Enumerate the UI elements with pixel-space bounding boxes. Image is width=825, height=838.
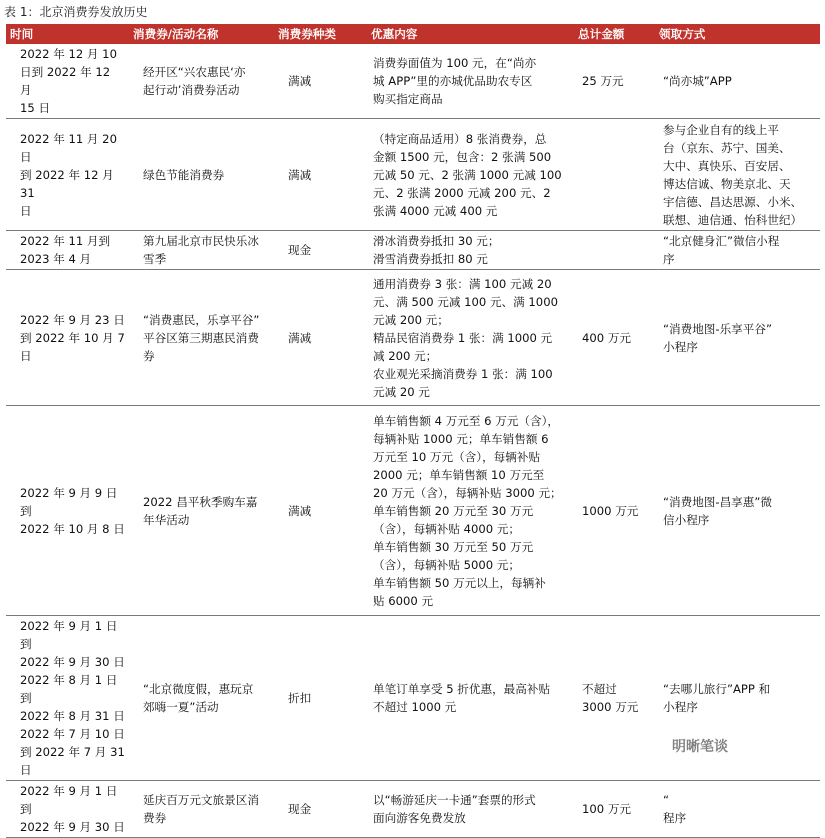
cell-amount: [574, 616, 655, 781]
cell-line: 元减 50 元、2 张满 1000 元减 100: [373, 167, 562, 182]
cell-line: 绿色节能消费券: [143, 167, 225, 182]
cell-line: 2022 年 12 月 10: [20, 47, 117, 61]
cell-time: [6, 44, 129, 119]
cell-line: 2022 年 9 月 9 日到: [20, 485, 118, 518]
cell-line: 2022 年 9 月 1 日到: [20, 784, 118, 816]
cell-line: 日到 2022 年 12 月: [20, 65, 114, 97]
cell-line: （含），每辆补贴 5000 元；: [373, 557, 521, 572]
cell-desc: [367, 406, 574, 616]
cell-line: 日: [20, 203, 32, 218]
cell-name: [129, 781, 274, 838]
cell-line: 费券: [143, 811, 167, 825]
cell-line: 1000 万元: [582, 503, 639, 518]
cell-line: “消费惠民，乐享平谷”: [143, 312, 260, 327]
cell-time: [6, 781, 129, 838]
cell-line: 精品民宿消费券 1 张：满 1000 元: [373, 330, 553, 345]
cell-line: 购买指定商品: [373, 92, 443, 106]
header-type: 消费券种类: [274, 24, 367, 44]
cell-name: [129, 616, 274, 781]
cell-line: 2022 年 9 月 23 日: [20, 312, 125, 327]
cell-time: [6, 406, 129, 616]
cell-desc: [367, 119, 574, 231]
cell-line: 消费券面值为 100 元，在“尚亦: [373, 56, 537, 70]
header-row: [6, 24, 820, 44]
cell-line: 单笔订单享受 5 折优惠，最高补贴: [373, 682, 551, 696]
cell-name: [129, 44, 274, 119]
cell-line: “尚亦城”APP: [663, 74, 732, 88]
cell-line: 100 万元: [582, 802, 632, 816]
cell-name: [129, 270, 274, 406]
table-row: [6, 119, 820, 231]
cell-line: （含），每辆补贴 4000 元；: [373, 521, 521, 536]
cell-line: 台（京东、苏宁、国美、: [663, 140, 791, 155]
consumption-voucher-table: [6, 24, 820, 838]
cell-line: 经开区“兴农惠民‘亦: [143, 65, 246, 79]
cell-line: 单车销售额 50 万元以上，每辆补: [373, 575, 546, 590]
cell-line: 联想、迪信通、怡科世纪）: [663, 212, 803, 227]
cell-line: 元减 200 元；: [373, 312, 449, 327]
cell-desc: [367, 781, 574, 838]
cell-line: 减 200 元；: [373, 348, 438, 363]
cell-line: 2022 年 9 月 30 日: [20, 820, 125, 834]
cell-time: [6, 270, 129, 406]
cell-line: 2000 元；单车销售额 10 万元至: [373, 467, 545, 482]
cell-name: [129, 119, 274, 231]
cell-line: 20 万元（含），每辆补贴 3000 元；: [373, 485, 562, 500]
cell-type: 满减: [274, 406, 367, 616]
cell-way: [655, 270, 820, 406]
cell-line: 到 2022 年 7 月 31: [20, 745, 125, 759]
cell-line: 2022 年 11 月 20 日: [20, 131, 121, 164]
cell-time: [6, 616, 129, 781]
header-amount: 总计金额: [574, 24, 655, 44]
table-caption: 表 1：北京消费券发放历史: [4, 5, 148, 19]
cell-line: 不超过 1000 元: [373, 700, 457, 714]
cell-type: 现金: [274, 781, 367, 838]
cell-line: 2022 年 8 月 1 日到: [20, 673, 118, 705]
cell-line: 参与企业自有的线上平: [663, 122, 779, 137]
header-time: 时间: [6, 24, 129, 44]
cell-line: 每辆补贴 1000 元；单车销售额 6: [373, 431, 549, 446]
cell-line: 2022 年 8 月 31 日: [20, 709, 125, 723]
cell-amount: [574, 270, 655, 406]
cell-line: 延庆百万元文旅景区消: [143, 793, 259, 807]
table-row: [6, 231, 820, 270]
cell-type: 折扣: [274, 616, 367, 781]
cell-way: [655, 781, 820, 838]
cell-line: 2022 年 9 月 30 日: [20, 655, 125, 669]
cell-line: 博达信诚、物美京北、天: [663, 176, 791, 191]
cell-line: 年华活动: [143, 512, 190, 527]
cell-line: 金额 1500 元，包含：2 张满 500: [373, 149, 552, 164]
cell-line: 不超过: [582, 682, 617, 696]
cell-type: 满减: [274, 44, 367, 119]
cell-type: 满减: [274, 270, 367, 406]
cell-time: [6, 231, 129, 270]
header-way: 领取方式: [655, 24, 820, 44]
cell-line: 信小程序: [663, 512, 710, 527]
header-name: 消费券/活动名称: [129, 24, 274, 44]
cell-line: 张满 4000 元减 400 元: [373, 203, 498, 218]
cell-line: 第九届北京市民快乐冰: [143, 234, 259, 248]
cell-line: 通用消费券 3 张：满 100 元减 20: [373, 276, 552, 291]
table-row: [6, 270, 820, 406]
cell-line: 滑冰消费券抵扣 30 元；: [373, 234, 500, 248]
cell-line: 大中、真快乐、百安居、: [663, 158, 791, 173]
cell-desc: [367, 231, 574, 270]
watermark: 明晰笔谈: [672, 739, 728, 755]
cell-desc: [367, 44, 574, 119]
cell-line: 2022 年 10 月 8 日: [20, 521, 125, 536]
cell-line: 元减 20 元: [373, 384, 430, 399]
cell-line: 券: [143, 348, 155, 363]
cell-amount: [574, 231, 655, 270]
cell-line: 25 万元: [582, 74, 624, 88]
cell-line: 元、2 张满 2000 元减 200 元、2: [373, 185, 551, 200]
cell-line: 3000 万元: [582, 700, 639, 714]
cell-line: “北京健身汇”微信小程: [663, 234, 780, 248]
cell-line: 农业观光采摘消费券 1 张：满 100: [373, 366, 553, 381]
cell-amount: [574, 406, 655, 616]
cell-line: 平谷区第三期惠民消费: [143, 330, 259, 345]
cell-line: 单车销售额 20 万元至 30 万元: [373, 503, 534, 518]
cell-line: 日: [20, 348, 32, 363]
cell-line: 2022 昌平秋季购车嘉: [143, 494, 258, 509]
cell-line: 2023 年 4 月: [20, 252, 92, 266]
cell-line: 小程序: [663, 700, 698, 714]
cell-line: 400 万元: [582, 330, 632, 345]
cell-name: [129, 231, 274, 270]
cell-line: 面向游客免费发放: [373, 811, 466, 825]
cell-type: 满减: [274, 119, 367, 231]
header-desc: 优惠内容: [367, 24, 574, 44]
cell-line: 城 APP”里的亦城优品助农专区: [373, 74, 533, 88]
cell-line: 贴 6000 元: [373, 593, 434, 608]
cell-time: [6, 119, 129, 231]
cell-way: [655, 406, 820, 616]
cell-name: [129, 406, 274, 616]
cell-line: 滑雪消费券抵扣 80 元: [373, 252, 488, 266]
cell-amount: [574, 44, 655, 119]
cell-line: 2022 年 7 月 10 日: [20, 727, 125, 741]
cell-desc: [367, 616, 574, 781]
cell-line: 元、满 500 元减 100 元、满 1000: [373, 294, 558, 309]
cell-line: （特定商品适用）8 张消费券，总: [373, 131, 547, 146]
cell-type: 现金: [274, 231, 367, 270]
cell-line: “北京微度假，惠玩京: [143, 682, 254, 696]
cell-line: 2022 年 9 月 1 日到: [20, 619, 118, 651]
cell-line: “消费地图-昌享惠”微: [663, 494, 772, 509]
cell-amount: [574, 781, 655, 838]
cell-line: 小程序: [663, 339, 698, 354]
cell-line: “去哪儿旅行”APP 和: [663, 682, 771, 696]
cell-line: 2022 年 11 月到: [20, 234, 111, 248]
cell-line: “消费地图-乐享平谷”: [663, 321, 772, 336]
table-row: [6, 781, 820, 838]
cell-line: 宇信德、昌达思源、小米、: [663, 194, 803, 209]
cell-line: “: [663, 793, 670, 807]
cell-line: 15 日: [20, 101, 51, 115]
cell-way: [655, 44, 820, 119]
table-row: [6, 44, 820, 119]
cell-line: 单车销售额 4 万元至 6 万元（含），: [373, 413, 560, 428]
cell-line: 单车销售额 30 万元至 50 万元: [373, 539, 534, 554]
cell-line: 到 2022 年 10 月 7: [20, 330, 125, 345]
cell-line: 日: [20, 763, 32, 777]
table-row: [6, 406, 820, 616]
cell-desc: [367, 270, 574, 406]
cell-amount: [574, 119, 655, 231]
cell-line: 以“畅游延庆一卡通”套票的形式: [373, 793, 536, 807]
cell-line: 雪季: [143, 252, 167, 266]
cell-line: 郊嗨一夏”活动: [143, 700, 219, 714]
cell-line: 程序: [663, 811, 687, 825]
cell-line: 到 2022 年 12 月 31: [20, 167, 118, 200]
cell-line: 起行动’消费券活动: [143, 83, 240, 97]
cell-line: 万元至 10 万元（含），每辆补贴: [373, 449, 541, 464]
cell-way: [655, 231, 820, 270]
cell-line: 序: [663, 252, 675, 266]
cell-way: [655, 119, 820, 231]
